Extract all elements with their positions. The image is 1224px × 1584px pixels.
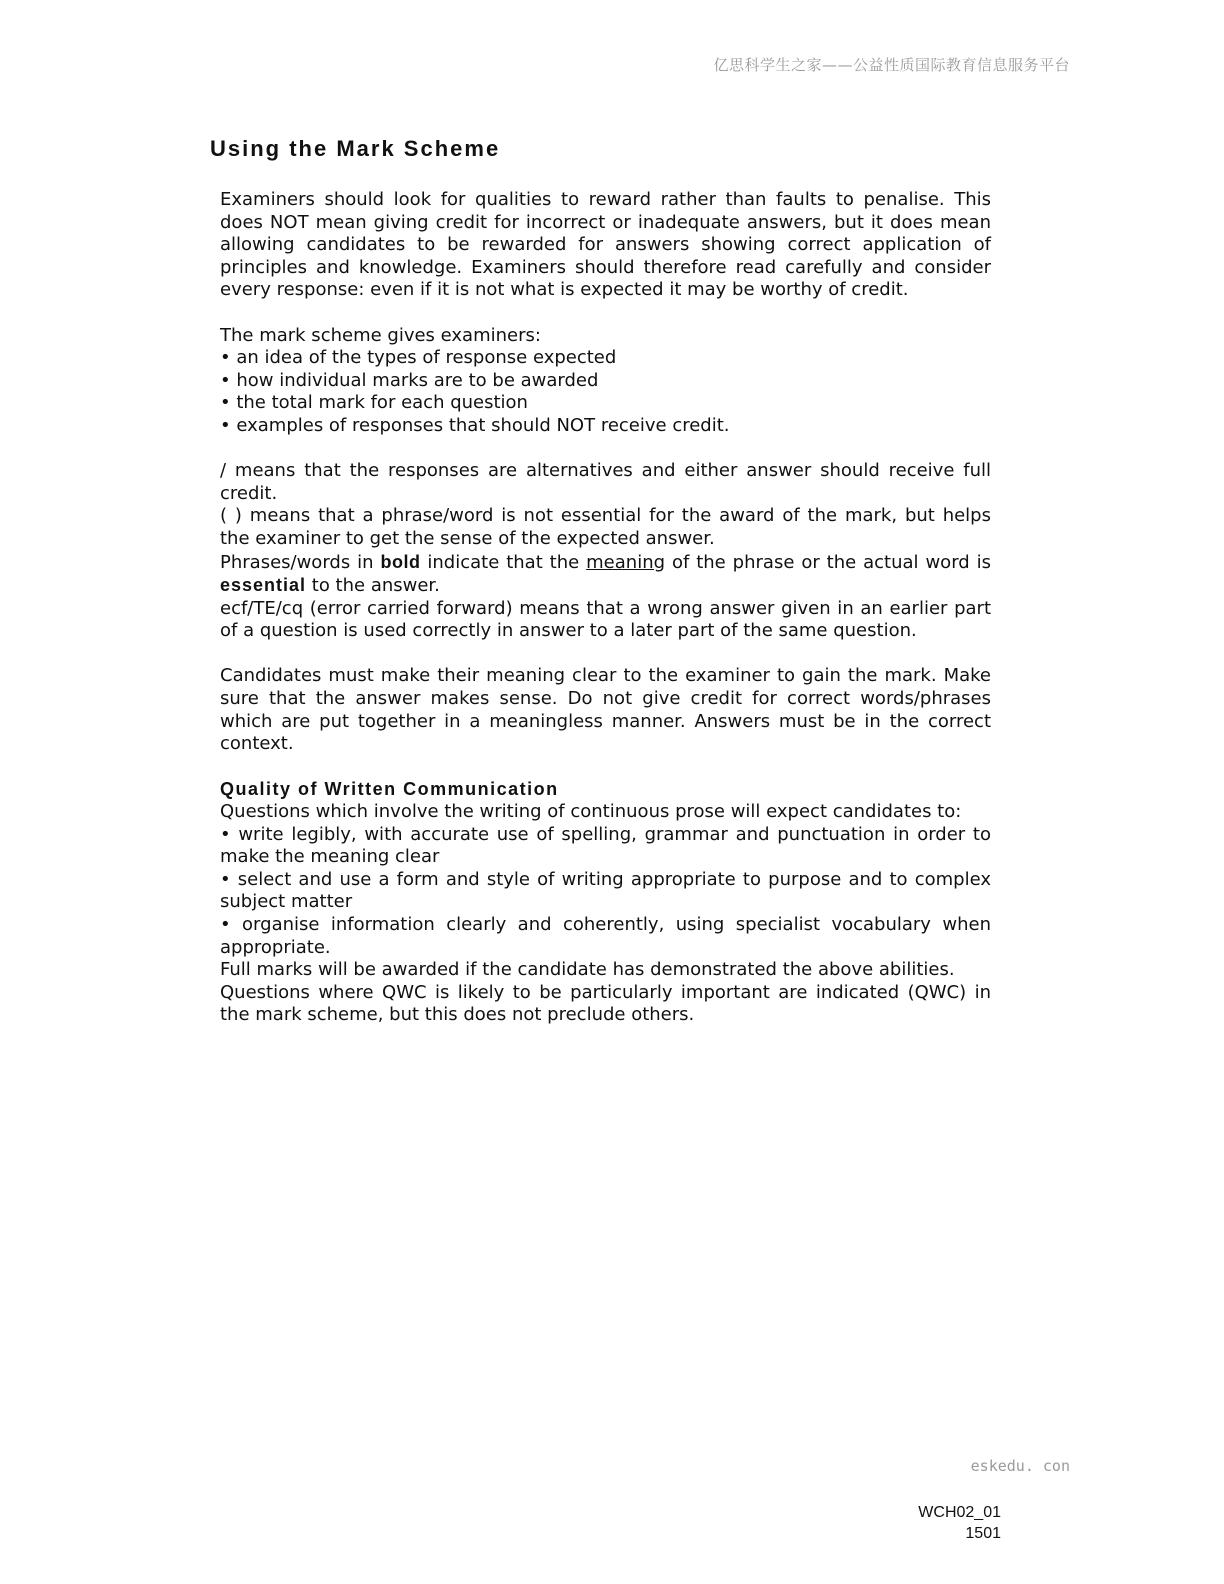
mark-scheme-list xyxy=(220,347,991,437)
paper-code: WCH02_01 xyxy=(918,1504,1001,1521)
list-item: • write legibly, with accurate use of spelling, grammar and punctuation in order to make the meaning clear xyxy=(220,823,991,868)
list-item: • how individual marks are to be awarded xyxy=(220,369,599,391)
qwc-heading: Quality of Written Communication xyxy=(220,779,559,800)
header-watermark: 亿思科学生之家——公益性质国际教育信息服务平台 xyxy=(713,56,1070,74)
list-item: • select and use a form and style of writing appropriate to purpose and to complex subject matter xyxy=(220,868,991,913)
bold-convention-text: indicate that the xyxy=(420,551,587,573)
ecf-convention: ecf/TE/cq (error carried forward) means that a wrong answer given in an earlier part of a question is used correctly in answer to a later part of the same question. xyxy=(220,597,991,642)
list-item: • organise information clearly and coherently, using specialist vocabulary when appropriate. xyxy=(220,914,991,958)
candidates-paragraph: Candidates must make their meaning clear to the examiner to gain the mark. Make sure that the answer makes sense. Do not give credit for correct words/phrases which are put together in a meaningless manner. Answers must be in the correct context. xyxy=(220,665,991,755)
footer-watermark: eskedu. con xyxy=(970,1457,1070,1475)
list-item: • the total mark for each question xyxy=(220,392,528,414)
bold-keyword: bold xyxy=(380,551,421,572)
page-title: Using the Mark Scheme xyxy=(210,136,501,161)
brackets-convention: ( ) means that a phrase/word is not essential for the award of the mark, but helps the examiner to get the sense of the expected answer. xyxy=(220,505,991,549)
qwc-lead: Questions which involve the writing of continuous prose will expect candidates to: xyxy=(220,801,962,823)
slash-convention: / means that the responses are alternatives and either answer should receive full credit. xyxy=(220,460,991,504)
essential-keyword: essential xyxy=(220,575,307,596)
series-number: 1501 xyxy=(965,1525,1001,1542)
bold-convention-text: of the phrase or the actual word is xyxy=(665,551,992,573)
meaning-keyword: meaning xyxy=(586,551,666,573)
list-item: • examples of responses that should NOT receive credit. xyxy=(220,414,730,436)
qwc-indicated: Questions where QWC is likely to be particularly important are indicated (QWC) in the mark scheme, but this does not preclude others. xyxy=(220,981,991,1026)
bold-convention xyxy=(220,551,991,598)
intro-paragraph: Examiners should look for qualities to reward rather than faults to penalise. This does NOT mean giving credit for incorrect or inadequate answers, but it does mean allowing candidates to be rewarded for answers showing correct application of principles and knowledge. Examiners should therefore read carefully and consider every response: even if it is not what is expected it may be worthy of credit. xyxy=(220,189,991,301)
footer-code xyxy=(918,1502,1001,1544)
bold-convention-text: Phrases/words in xyxy=(220,551,381,573)
list-item: • an idea of the types of response expected xyxy=(220,347,617,369)
mark-scheme-body xyxy=(220,189,991,1027)
mark-scheme-lead: The mark scheme gives examiners: xyxy=(220,324,541,346)
bold-convention-text: to the answer. xyxy=(306,575,440,597)
qwc-list xyxy=(220,824,991,960)
qwc-full-marks: Full marks will be awarded if the candidate has demonstrated the above abilities. xyxy=(220,959,955,981)
